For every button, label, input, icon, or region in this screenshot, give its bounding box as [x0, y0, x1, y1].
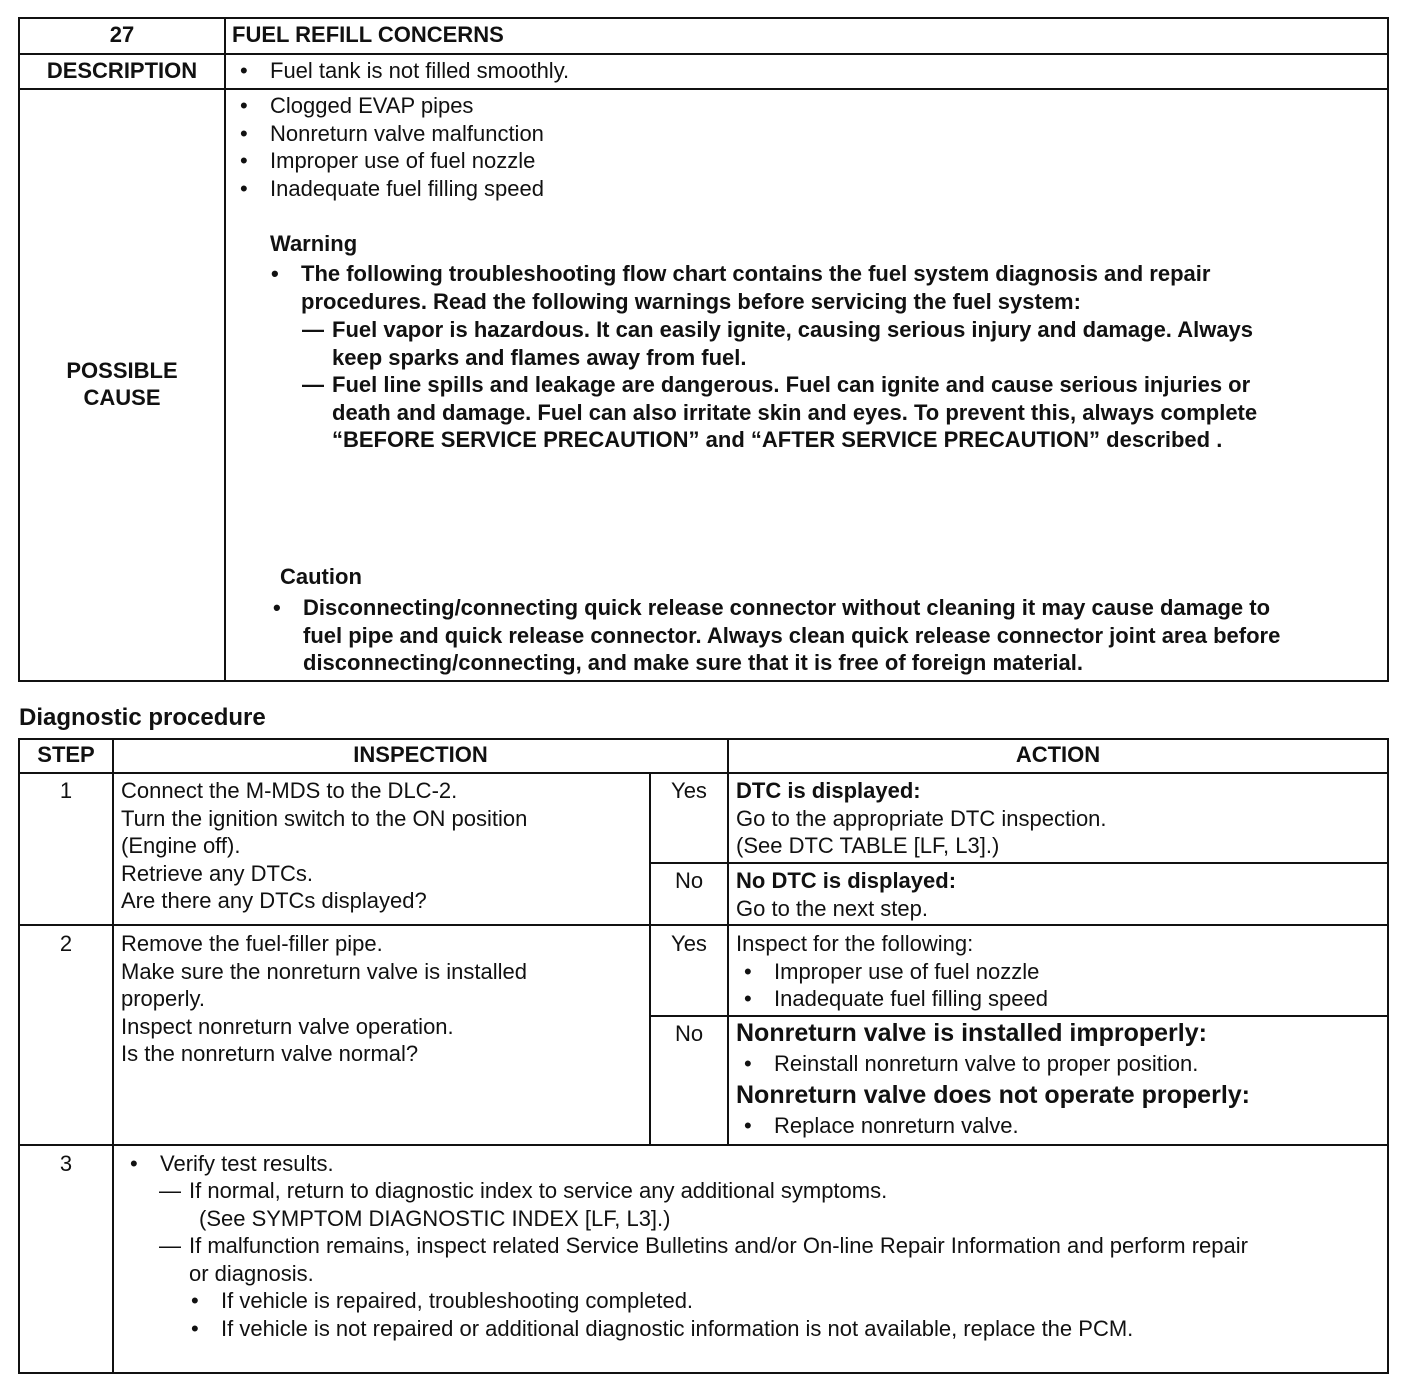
- inspection-line: Turn the ignition switch to the ON position: [121, 805, 528, 831]
- step-number: 1: [59, 778, 73, 803]
- cause-item: • Clogged EVAP pipes: [270, 92, 544, 120]
- step3-ref: (See SYMPTOM DIAGNOSTIC INDEX [LF, L3].): [199, 1206, 671, 1231]
- inspection-line: properly.: [121, 986, 205, 1011]
- step2-no-action: [736, 1018, 1250, 1142]
- inspection-line: Is the nonreturn valve normal?: [121, 1041, 419, 1066]
- procedure-rule: [649, 772, 651, 1144]
- procedure-rule: [18, 924, 1389, 926]
- cause-item: • Improper use of fuel nozzle: [270, 147, 544, 175]
- warning-bullet-cont: procedures. Read the following warnings before servicing the fuel system:: [301, 288, 1081, 314]
- cause-item: • Nonreturn valve malfunction: [270, 120, 544, 148]
- procedure-rule: [727, 738, 729, 1144]
- warning-dash-line: — Fuel vapor is hazardous. It can easily ignite, causing serious injury and damage. Always: [332, 316, 1253, 344]
- caution-text: [303, 594, 1280, 677]
- inspection-line: Make sure the nonreturn valve is installed: [121, 958, 527, 984]
- action-line: Inspect for the following:: [736, 931, 974, 956]
- inspection-line: Connect the M-MDS to the DLC-2.: [121, 778, 458, 803]
- concern-number: 27: [109, 22, 135, 47]
- step2-yes-action: [736, 930, 1048, 1013]
- concern-title: FUEL REFILL CONCERNS: [232, 22, 504, 47]
- description-label: DESCRIPTION: [46, 58, 198, 83]
- no-label: No: [674, 1021, 704, 1046]
- possible-cause-label: POSSIBLE: [66, 358, 178, 383]
- warning-dash-line: death and damage. Fuel can also irritate skin and eyes. To prevent this, always complete: [332, 399, 1258, 425]
- action-line: Go to the next step.: [736, 895, 929, 921]
- action-bullet: • Reinstall nonreturn valve to proper position.: [774, 1048, 1288, 1080]
- step3-bullet: • If vehicle is repaired, troubleshooting completed.: [221, 1287, 693, 1315]
- warning-dash-2: [332, 371, 1257, 454]
- step3-dash-line: — If normal, return to diagnostic index to service any additional symptoms.: [189, 1177, 887, 1205]
- procedure-rule: [649, 862, 1389, 864]
- action-bullet: • Improper use of fuel nozzle: [774, 958, 1048, 986]
- procedure-rule: [18, 1144, 1389, 1146]
- step3-dash-cont: or diagnosis.: [189, 1261, 314, 1286]
- warning-text: [301, 260, 1210, 315]
- cause-list: [270, 92, 544, 202]
- no-label: No: [674, 868, 704, 893]
- inspection-line: Retrieve any DTCs.: [121, 860, 313, 886]
- procedure-heading: Diagnostic procedure: [19, 704, 266, 731]
- action-title: No DTC is displayed:: [736, 868, 957, 893]
- possible-cause-label: CAUSE: [83, 385, 161, 410]
- step1-inspection: [121, 777, 527, 915]
- action-bullet: • Inadequate fuel filling speed: [774, 985, 1048, 1013]
- yes-label: Yes: [671, 931, 707, 956]
- concern-table-rule: [18, 88, 1389, 90]
- action-title: DTC is displayed:: [736, 778, 921, 803]
- action-bullet: • Replace nonreturn valve.: [774, 1110, 1288, 1142]
- yes-label: Yes: [671, 778, 707, 803]
- warning-bullet: • The following troubleshooting flow chart contains the fuel system diagnosis and repair: [301, 260, 1210, 288]
- warning-dash-line: “BEFORE SERVICE PRECAUTION” and “AFTER SERVICE PRECAUTION” described .: [332, 427, 1223, 452]
- step1-yes-action: [736, 777, 1107, 860]
- procedure-rule: [112, 738, 114, 1374]
- step-number: 2: [59, 931, 73, 956]
- header-action: ACTION: [1015, 742, 1101, 767]
- action-line: Go to the appropriate DTC inspection.: [736, 805, 1107, 831]
- inspection-line: Inspect nonreturn valve operation.: [121, 1013, 454, 1039]
- action-title: Nonreturn valve does not operate properly:: [736, 1081, 1250, 1109]
- inspection-line: (Engine off).: [121, 833, 241, 858]
- header-inspection: INSPECTION: [353, 742, 488, 767]
- description-text: • Fuel tank is not filled smoothly.: [270, 57, 569, 85]
- step1-no-action: [736, 867, 956, 922]
- caution-line: fuel pipe and quick release connector. Always clean quick release connector joint area before: [303, 622, 1281, 648]
- step3-dash-line: — If malfunction remains, inspect related Service Bulletins and/or On-line Repair Information and perform repair: [189, 1232, 1248, 1260]
- warning-dash-line: — Fuel line spills and leakage are dangerous. Fuel can ignite and cause serious injuries or: [332, 371, 1257, 399]
- warning-dash-1: [332, 316, 1253, 371]
- step3-bullet: • If vehicle is not repaired or additional diagnostic information is not available, replace the PCM.: [221, 1315, 1133, 1343]
- step2-inspection: [121, 930, 527, 1068]
- concern-table-divider: [224, 17, 226, 682]
- procedure-rule: [18, 772, 1389, 774]
- action-line: (See DTC TABLE [LF, L3].): [736, 833, 1000, 858]
- action-title: Nonreturn valve is installed improperly:: [736, 1019, 1207, 1047]
- inspection-line: Are there any DTCs displayed?: [121, 888, 427, 913]
- warning-dash-line: keep sparks and flames away from fuel.: [332, 344, 747, 370]
- step-number: 3: [59, 1151, 73, 1176]
- procedure-rule: [649, 1015, 1389, 1017]
- caution-line: disconnecting/connecting, and make sure that it is free of foreign material.: [303, 650, 1083, 675]
- warning-heading: Warning: [270, 231, 358, 256]
- caution-line: • Disconnecting/connecting quick release connector without cleaning it may cause damage to: [303, 594, 1280, 622]
- header-step: STEP: [37, 742, 95, 767]
- verify-results: • Verify test results.: [160, 1150, 334, 1178]
- concern-table-rule: [18, 53, 1389, 55]
- inspection-line: Remove the fuel-filler pipe.: [121, 931, 383, 956]
- caution-heading: Caution: [280, 564, 362, 589]
- cause-item: • Inadequate fuel filling speed: [270, 175, 544, 203]
